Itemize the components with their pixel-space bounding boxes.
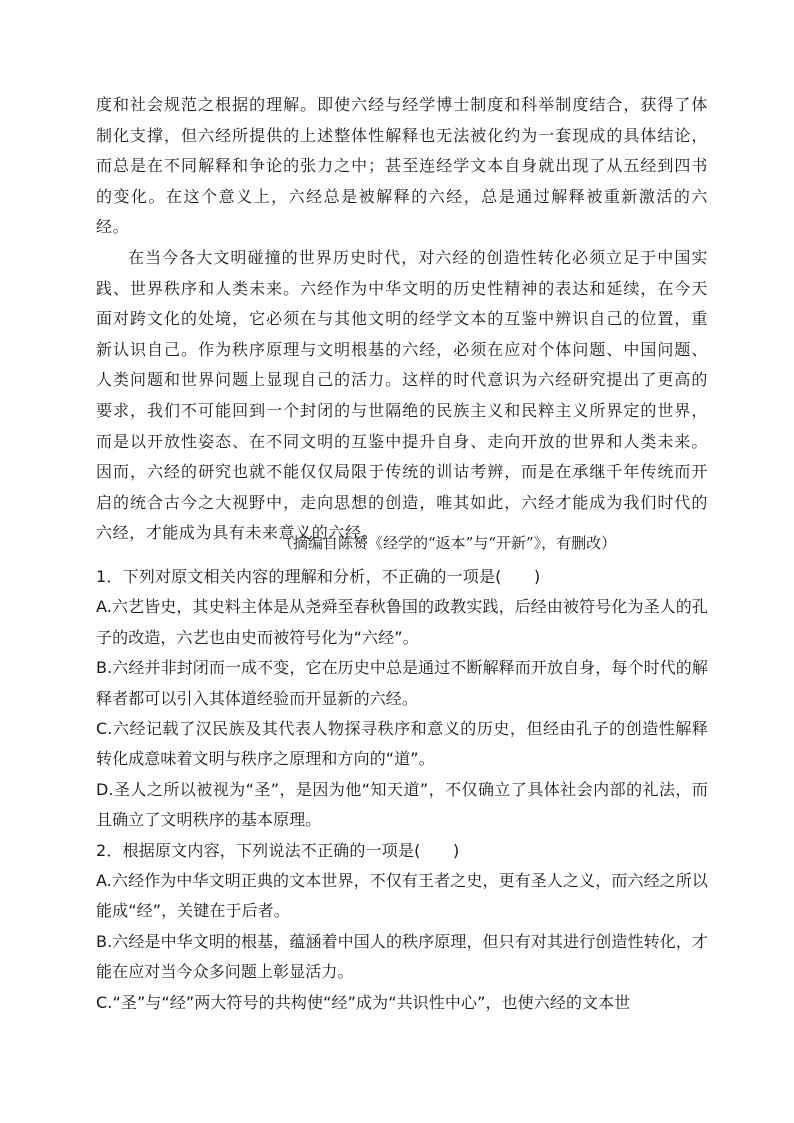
question-1 — [96, 562, 708, 836]
passage-paragraph-2: 在当今各大文明碰撞的世界历史时代，对六经的创造性转化必须立足于中国实践、世界秩序和人类未来。六经作为中华文明的历史性精神的表达和延续，在今天面对跨文化的处境，它必须在与其他文明的经学文本的互鉴中辨识自己的位置，重新认识自己。作为秩序原理与文明根基的六经，必须在应对个体问题、中国问题、人类问题和世界问题上显现自己的活力。这样的时代意识为六经研究提出了更高的要求，我们不可能回到一个封闭的与世隔绝的民族主义和民粹主义所界定的世界，而是以开放性姿态、在不同文明的互鉴中提升自身、走向开放的世界和人类未来。因而，六经的研究也就不能仅仅局限于传统的训诂考辨，而是在承继千年传统而开启的统合古今之大视野中，走向思想的创造，唯其如此，六经才能成为我们时代的六经，才能成为具有未来意义的六经。 — [96, 247, 708, 543]
source-citation: （摘编自陈赟《经学的“返本”与“开新”》，有删改） — [278, 534, 617, 552]
passage-paragraph-1: 度和社会规范之根据的理解。即使六经与经学博士制度和科举制度结合，获得了体制化支撑，但六经所提供的上述整体性解释也无法被化约为一套现成的具体结论，而总是在不同解释和争论的张力之中；甚至连经学文本自身就出现了从五经到四书的变化。在这个意义上，六经总是被解释的六经，总是通过解释被重新激活的六经。 — [96, 95, 708, 237]
question-2-option-a: A.六经作为中华文明正典的文本世界，不仅有王者之史，更有圣人之义，而六经之所以能成“经”，关键在于后者。 — [96, 871, 708, 921]
question-list — [96, 562, 708, 1018]
passage — [96, 90, 708, 549]
question-1-option-b: B.六经并非封闭而一成不变，它在历史中总是通过不断解释而开放自身，每个时代的解释者都可以引入其体道经验而开显新的六经。 — [96, 658, 708, 708]
question-1-option-a: A.六艺皆史，其史料主体是从尧舜至春秋鲁国的政教实践，后经由被符号化为圣人的孔子的改造，六艺也由史而被符号化为“六经”。 — [96, 597, 708, 647]
question-2-stem: 2．根据原文内容，下列说法不正确的一项是( ) — [96, 840, 460, 860]
question-2-option-c: C.“圣”与“经”两大符号的共构使“经”成为“共识性中心”，也使六经的文本世 — [96, 992, 631, 1012]
question-1-option-d: D.圣人之所以被视为“圣”，是因为他“知天道”，不仅确立了具体社会内部的礼法，而且确立了文明秩序的基本原理。 — [96, 779, 708, 830]
question-2 — [96, 836, 708, 1018]
question-1-option-c: C.六经记载了汉民族及其代表人物探寻秩序和意义的历史，但经由孔子的创造性解释转化成意味着文明与秩序之原理和方向的“道”。 — [96, 719, 708, 769]
question-2-option-b: B.六经是中华文明的根基，蕴涵着中国人的秩序原理，但只有对其进行创造性转化，才能在应对当今众多问题上彰显活力。 — [96, 931, 708, 982]
question-1-stem: 1．下列对原文相关内容的理解和分析，不正确的一项是( ) — [96, 567, 541, 586]
